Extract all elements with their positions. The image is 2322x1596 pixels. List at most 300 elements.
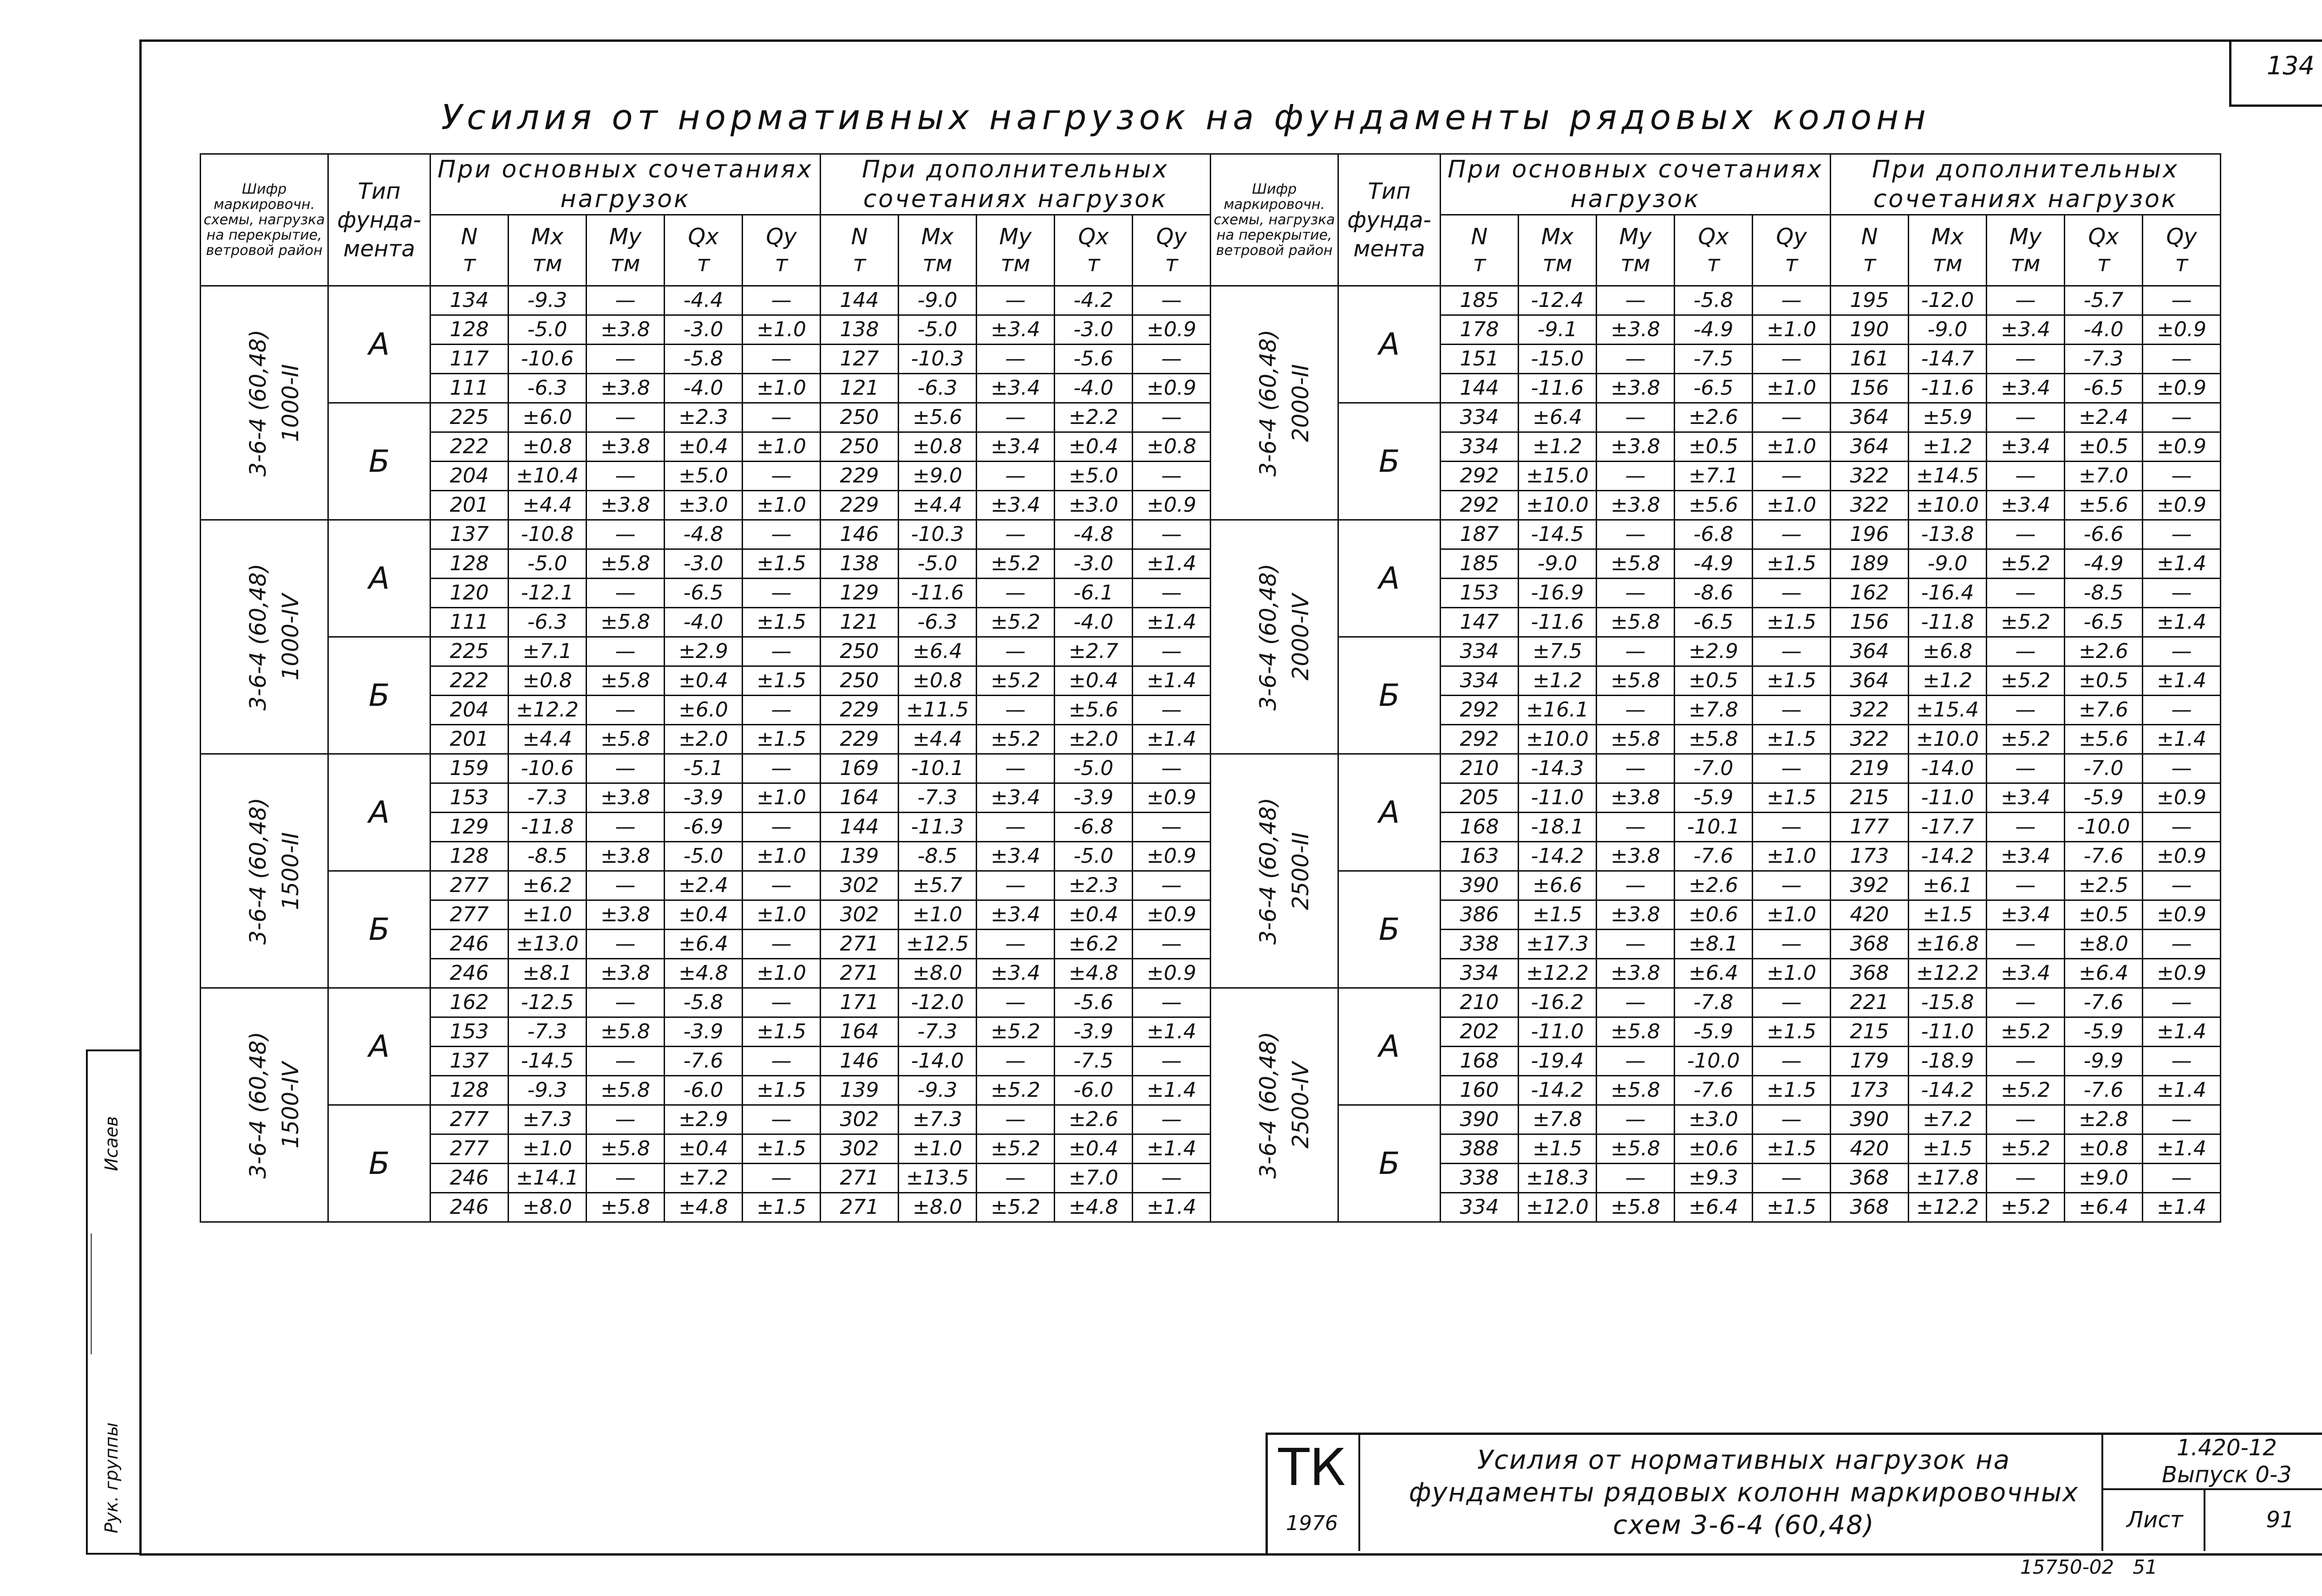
value-cell: -9.3 — [509, 286, 587, 315]
foundation-type-cell: Б — [1338, 1105, 1441, 1222]
value-cell: — — [1597, 579, 1675, 608]
value-cell: 162 — [1831, 579, 1909, 608]
value-cell: ±6.8 — [1909, 637, 1987, 666]
value-cell: ±1.0 — [1753, 315, 1831, 345]
value-cell: -7.6 — [1675, 842, 1753, 871]
value-cell: — — [587, 871, 665, 900]
column-header — [430, 215, 509, 286]
value-cell: -16.2 — [1519, 988, 1597, 1017]
value-cell: ±0.4 — [1055, 900, 1133, 930]
table-left — [200, 153, 1211, 1223]
side-role: Рук. группы — [101, 1422, 122, 1533]
value-cell: — — [587, 1164, 665, 1193]
value-cell: 134 — [430, 286, 509, 315]
value-cell: -14.7 — [1909, 345, 1987, 374]
value-cell: ±1.0 — [899, 900, 977, 930]
value-cell: ±5.8 — [1597, 1193, 1675, 1222]
value-cell: ±2.9 — [1675, 637, 1753, 666]
value-cell: 221 — [1831, 988, 1909, 1017]
value-cell: ±1.0 — [1753, 432, 1831, 462]
value-cell: 189 — [1831, 549, 1909, 579]
value-cell: — — [1597, 813, 1675, 842]
schema-label — [242, 1031, 307, 1178]
value-cell: 390 — [1831, 1105, 1909, 1134]
value-cell: 195 — [1831, 286, 1909, 315]
value-cell: 162 — [430, 988, 509, 1017]
value-cell: -14.2 — [1519, 1076, 1597, 1105]
value-cell: — — [1133, 462, 1211, 491]
value-cell: ±7.0 — [2065, 462, 2143, 491]
value-cell: 156 — [1831, 608, 1909, 637]
column-unit: т — [1473, 251, 1486, 277]
value-cell: 322 — [1831, 462, 1909, 491]
value-cell: 146 — [821, 1047, 899, 1076]
value-cell: -3.0 — [665, 549, 743, 579]
value-cell: ±6.1 — [1909, 871, 1987, 900]
bottom-note: 15750-02 51 — [2020, 1556, 2158, 1578]
foundation-type-cell: А — [328, 286, 430, 403]
value-cell: — — [1753, 1105, 1831, 1134]
value-cell: -6.5 — [1675, 374, 1753, 403]
value-cell: 187 — [1441, 520, 1519, 549]
column-symbol: Qx — [2088, 224, 2119, 250]
value-cell: -11.0 — [1909, 1017, 1987, 1047]
column-header — [587, 215, 665, 286]
schema-code: 3-6-4 (60,48) — [1255, 329, 1282, 476]
value-cell: -18.9 — [1909, 1047, 1987, 1076]
value-cell: ±1.4 — [2143, 1134, 2221, 1164]
value-cell: ±5.8 — [587, 666, 665, 696]
value-cell: 229 — [821, 725, 899, 754]
value-cell: ±0.9 — [2143, 432, 2221, 462]
value-cell: ±1.0 — [743, 315, 821, 345]
value-cell: — — [2143, 637, 2221, 666]
value-cell: ±1.5 — [1753, 549, 1831, 579]
value-cell: — — [2143, 754, 2221, 783]
value-cell: 277 — [430, 1105, 509, 1134]
value-cell: 129 — [821, 579, 899, 608]
value-cell: -5.0 — [509, 549, 587, 579]
column-header — [977, 215, 1055, 286]
value-cell: ±6.4 — [899, 637, 977, 666]
value-cell: 392 — [1831, 871, 1909, 900]
schema-label — [242, 797, 307, 944]
value-cell: ±1.4 — [2143, 1193, 2221, 1222]
value-cell: 229 — [821, 491, 899, 520]
table-row — [1211, 871, 2221, 900]
value-cell: — — [587, 813, 665, 842]
foundation-type-cell: Б — [328, 871, 430, 988]
value-cell: — — [1597, 696, 1675, 725]
foundation-type-cell: А — [328, 754, 430, 871]
schema-code: 3-6-4 (60,48) — [1255, 797, 1282, 945]
value-cell: ±12.2 — [1909, 959, 1987, 988]
value-cell: -7.6 — [665, 1047, 743, 1076]
value-cell: 153 — [430, 783, 509, 813]
value-cell: ±6.0 — [665, 696, 743, 725]
value-cell: — — [977, 696, 1055, 725]
column-header — [1831, 215, 1909, 286]
foundation-type-cell: А — [328, 988, 430, 1105]
value-cell: ±3.4 — [1987, 783, 2065, 813]
value-cell: ±6.6 — [1519, 871, 1597, 900]
value-cell: — — [743, 1164, 821, 1193]
value-cell: ±2.7 — [1055, 637, 1133, 666]
value-cell: ±0.9 — [1133, 315, 1211, 345]
value-cell: ±4.4 — [509, 491, 587, 520]
value-cell: 164 — [821, 783, 899, 813]
value-cell: — — [587, 403, 665, 432]
value-cell: — — [743, 579, 821, 608]
value-cell: — — [977, 930, 1055, 959]
value-cell: 292 — [1441, 491, 1519, 520]
column-symbol: N — [851, 224, 868, 250]
schema-load: 1000-II — [278, 364, 304, 442]
value-cell: -10.6 — [509, 345, 587, 374]
table-row — [201, 988, 1211, 1017]
value-cell: -9.0 — [1909, 549, 1987, 579]
column-symbol: N — [461, 224, 478, 250]
value-cell: ±5.8 — [587, 549, 665, 579]
value-cell: ±3.8 — [587, 432, 665, 462]
column-header — [1987, 215, 2065, 286]
column-header — [1133, 215, 1211, 286]
value-cell: 246 — [430, 959, 509, 988]
value-cell: — — [743, 286, 821, 315]
value-cell: — — [2143, 696, 2221, 725]
value-cell: 190 — [1831, 315, 1909, 345]
value-cell: ±4.8 — [665, 959, 743, 988]
value-cell: -8.5 — [2065, 579, 2143, 608]
value-cell: -6.8 — [1055, 813, 1133, 842]
value-cell: 271 — [821, 1164, 899, 1193]
value-cell: -5.8 — [1675, 286, 1753, 315]
value-cell: ±0.6 — [1675, 900, 1753, 930]
value-cell: — — [1753, 286, 1831, 315]
value-cell: ±2.9 — [665, 637, 743, 666]
schema-code: 3-6-4 (60,48) — [1255, 1031, 1282, 1179]
value-cell: ±4.8 — [1055, 959, 1133, 988]
value-cell: ±5.2 — [1987, 1076, 2065, 1105]
value-cell: -7.3 — [899, 1017, 977, 1047]
value-cell: ±3.8 — [1597, 491, 1675, 520]
value-cell: ±12.2 — [1909, 1193, 1987, 1222]
value-cell: — — [587, 462, 665, 491]
stamp-issue: Выпуск 0-3 — [2162, 1462, 2292, 1488]
value-cell: ±0.9 — [2143, 374, 2221, 403]
value-cell: ±3.4 — [977, 315, 1055, 345]
value-cell: ±1.4 — [2143, 666, 2221, 696]
stamp-series: 1.420-12 — [2177, 1435, 2277, 1461]
value-cell: -5.0 — [1055, 842, 1133, 871]
value-cell: 146 — [821, 520, 899, 549]
value-cell: — — [1987, 930, 2065, 959]
value-cell: — — [1753, 1047, 1831, 1076]
column-unit: тм — [610, 251, 640, 277]
value-cell: ±17.8 — [1909, 1164, 1987, 1193]
value-cell: ±12.5 — [899, 930, 977, 959]
value-cell: -11.6 — [1519, 374, 1597, 403]
value-cell: — — [1987, 345, 2065, 374]
value-cell: -7.3 — [509, 1017, 587, 1047]
value-cell: ±0.8 — [509, 666, 587, 696]
value-cell: ±8.1 — [509, 959, 587, 988]
value-cell: -9.9 — [2065, 1047, 2143, 1076]
value-cell: 334 — [1441, 637, 1519, 666]
value-cell: 138 — [821, 549, 899, 579]
value-cell: — — [1133, 579, 1211, 608]
value-cell: -12.0 — [1909, 286, 1987, 315]
value-cell: — — [1597, 930, 1675, 959]
value-cell: 177 — [1831, 813, 1909, 842]
value-cell: 169 — [821, 754, 899, 783]
foundation-type-cell: Б — [1338, 403, 1441, 520]
value-cell: ±3.0 — [665, 491, 743, 520]
value-cell: 163 — [1441, 842, 1519, 871]
value-cell: -11.6 — [899, 579, 977, 608]
value-cell: 173 — [1831, 842, 1909, 871]
value-cell: ±1.5 — [1519, 900, 1597, 930]
value-cell: ±1.2 — [1519, 666, 1597, 696]
value-cell: -10.6 — [509, 754, 587, 783]
schema-cell — [201, 286, 328, 520]
value-cell: 225 — [430, 637, 509, 666]
value-cell: -8.5 — [509, 842, 587, 871]
schema-cell — [1211, 520, 1338, 754]
value-cell: ±1.4 — [2143, 549, 2221, 579]
foundation-type-cell: А — [1338, 754, 1441, 871]
value-cell: 322 — [1831, 725, 1909, 754]
value-cell: 390 — [1441, 1105, 1519, 1134]
value-cell: — — [1987, 403, 2065, 432]
value-cell: 120 — [430, 579, 509, 608]
value-cell: 368 — [1831, 930, 1909, 959]
value-cell: 388 — [1441, 1134, 1519, 1164]
value-cell: ±1.4 — [1133, 1134, 1211, 1164]
value-cell: -4.0 — [665, 608, 743, 637]
value-cell: -4.4 — [665, 286, 743, 315]
value-cell: ±2.3 — [665, 403, 743, 432]
schema-label — [242, 329, 307, 476]
value-cell: — — [2143, 403, 2221, 432]
value-cell: — — [1133, 1164, 1211, 1193]
value-cell: -5.0 — [665, 842, 743, 871]
value-cell: ±1.0 — [1753, 959, 1831, 988]
value-cell: 127 — [821, 345, 899, 374]
value-cell: ±5.2 — [977, 725, 1055, 754]
value-cell: ±14.5 — [1909, 462, 1987, 491]
value-cell: — — [1987, 286, 2065, 315]
value-cell: — — [2143, 1047, 2221, 1076]
value-cell: — — [743, 696, 821, 725]
value-cell: ±2.2 — [1055, 403, 1133, 432]
value-cell: ±5.8 — [1597, 608, 1675, 637]
value-cell: ±1.5 — [743, 725, 821, 754]
value-cell: — — [743, 754, 821, 783]
value-cell: -5.9 — [2065, 1017, 2143, 1047]
value-cell: ±0.8 — [509, 432, 587, 462]
value-cell: ±0.9 — [2143, 900, 2221, 930]
value-cell: 277 — [430, 900, 509, 930]
value-cell: ±9.3 — [1675, 1164, 1753, 1193]
value-cell: ±3.4 — [1987, 900, 2065, 930]
value-cell: 334 — [1441, 959, 1519, 988]
column-header — [899, 215, 977, 286]
value-cell: ±1.0 — [1753, 900, 1831, 930]
column-unit: т — [775, 251, 788, 277]
value-cell: 128 — [430, 315, 509, 345]
value-cell: -4.9 — [2065, 549, 2143, 579]
value-cell: ±1.5 — [743, 1134, 821, 1164]
value-cell: 204 — [430, 462, 509, 491]
value-cell: — — [1597, 1164, 1675, 1193]
value-cell: ±5.0 — [665, 462, 743, 491]
value-cell: — — [2143, 930, 2221, 959]
value-cell: ±5.8 — [587, 608, 665, 637]
value-cell: -10.0 — [2065, 813, 2143, 842]
column-symbol: Qy — [766, 224, 797, 250]
value-cell: -9.1 — [1519, 315, 1597, 345]
value-cell: — — [977, 403, 1055, 432]
value-cell: — — [1133, 1047, 1211, 1076]
value-cell: — — [2143, 462, 2221, 491]
value-cell: ±3.8 — [1597, 842, 1675, 871]
value-cell: -16.9 — [1519, 579, 1597, 608]
table-row — [1211, 403, 2221, 432]
value-cell: ±5.2 — [977, 608, 1055, 637]
value-cell: -10.0 — [1675, 1047, 1753, 1076]
value-cell: ±2.6 — [1675, 403, 1753, 432]
value-cell: — — [1133, 286, 1211, 315]
value-cell: 144 — [821, 813, 899, 842]
value-cell: -5.0 — [1055, 754, 1133, 783]
table-row — [201, 637, 1211, 666]
value-cell: — — [1753, 462, 1831, 491]
value-cell: ±5.8 — [587, 1017, 665, 1047]
value-cell: 364 — [1831, 666, 1909, 696]
foundation-type-cell: Б — [1338, 871, 1441, 988]
value-cell: — — [2143, 520, 2221, 549]
value-cell: -6.5 — [665, 579, 743, 608]
stamp-year: 1976 — [1286, 1511, 1338, 1535]
value-cell: -6.5 — [1675, 608, 1753, 637]
value-cell: 215 — [1831, 783, 1909, 813]
value-cell: 368 — [1831, 959, 1909, 988]
value-cell: — — [1133, 754, 1211, 783]
schema-load: 1000-IV — [278, 593, 304, 680]
value-cell: ±1.5 — [743, 1017, 821, 1047]
value-cell: ±1.4 — [2143, 608, 2221, 637]
value-cell: ±1.5 — [1753, 608, 1831, 637]
schema-load: 2500-II — [1288, 832, 1314, 910]
column-header — [1519, 215, 1597, 286]
table-row — [1211, 1105, 2221, 1134]
value-cell: ±3.4 — [977, 432, 1055, 462]
value-cell: — — [743, 345, 821, 374]
value-cell: ±7.3 — [509, 1105, 587, 1134]
value-cell: ±0.9 — [1133, 842, 1211, 871]
value-cell: -6.3 — [899, 374, 977, 403]
value-cell: -14.3 — [1519, 754, 1597, 783]
value-cell: 219 — [1831, 754, 1909, 783]
value-cell: -7.3 — [509, 783, 587, 813]
column-unit: тм — [1932, 251, 1963, 277]
column-symbol: Qy — [1776, 224, 1807, 250]
value-cell: — — [977, 1164, 1055, 1193]
value-cell: ±3.4 — [977, 959, 1055, 988]
value-cell: -9.0 — [1909, 315, 1987, 345]
value-cell: 250 — [821, 403, 899, 432]
value-cell: ±10.0 — [1909, 491, 1987, 520]
value-cell: — — [743, 520, 821, 549]
value-cell: 364 — [1831, 432, 1909, 462]
value-cell: ±3.4 — [1987, 315, 2065, 345]
value-cell: -5.1 — [665, 754, 743, 783]
value-cell: ±5.2 — [977, 1076, 1055, 1105]
value-cell: 420 — [1831, 1134, 1909, 1164]
column-unit: тм — [532, 251, 562, 277]
value-cell: — — [1753, 1164, 1831, 1193]
table-row — [201, 403, 1211, 432]
value-cell: ±3.8 — [587, 959, 665, 988]
value-cell: -9.3 — [509, 1076, 587, 1105]
column-unit: т — [853, 251, 866, 277]
value-cell: -3.9 — [665, 783, 743, 813]
value-cell: ±0.9 — [2143, 959, 2221, 988]
value-cell: ±6.4 — [1675, 1193, 1753, 1222]
value-cell: ±1.5 — [743, 1193, 821, 1222]
value-cell: ±1.5 — [1753, 1193, 1831, 1222]
value-cell: -11.0 — [1519, 1017, 1597, 1047]
value-cell: 386 — [1441, 900, 1519, 930]
value-cell: — — [587, 520, 665, 549]
value-cell: — — [1597, 1047, 1675, 1076]
value-cell: ±5.9 — [1909, 403, 1987, 432]
value-cell: 137 — [430, 1047, 509, 1076]
table-row — [201, 754, 1211, 783]
value-cell: ±0.8 — [899, 432, 977, 462]
schema-load: 2000-II — [1288, 364, 1314, 442]
value-cell: ±1.0 — [899, 1134, 977, 1164]
value-cell: ±0.4 — [665, 900, 743, 930]
value-cell: 159 — [430, 754, 509, 783]
schema-label — [1252, 797, 1317, 944]
value-cell: 129 — [430, 813, 509, 842]
value-cell: — — [1597, 988, 1675, 1017]
value-cell: -10.3 — [899, 345, 977, 374]
column-unit: т — [463, 251, 476, 277]
value-cell: — — [1753, 988, 1831, 1017]
column-header — [2065, 215, 2143, 286]
value-cell: 364 — [1831, 637, 1909, 666]
value-cell: ±1.0 — [743, 432, 821, 462]
value-cell: ±3.0 — [1675, 1105, 1753, 1134]
value-cell: — — [1753, 637, 1831, 666]
value-cell: 144 — [821, 286, 899, 315]
value-cell: — — [1753, 813, 1831, 842]
value-cell: ±1.4 — [2143, 1017, 2221, 1047]
value-cell: ±8.1 — [1675, 930, 1753, 959]
page-title: Усилия от нормативных нагрузок на фундаменты рядовых колонн — [441, 98, 1931, 137]
value-cell: -9.0 — [899, 286, 977, 315]
value-cell: ±1.5 — [1753, 1134, 1831, 1164]
value-cell: ±3.8 — [1597, 315, 1675, 345]
value-cell: — — [587, 988, 665, 1017]
column-header — [1909, 215, 1987, 286]
value-cell: ±1.4 — [2143, 725, 2221, 754]
value-cell: -4.9 — [1675, 549, 1753, 579]
foundation-type-cell: А — [1338, 988, 1441, 1105]
